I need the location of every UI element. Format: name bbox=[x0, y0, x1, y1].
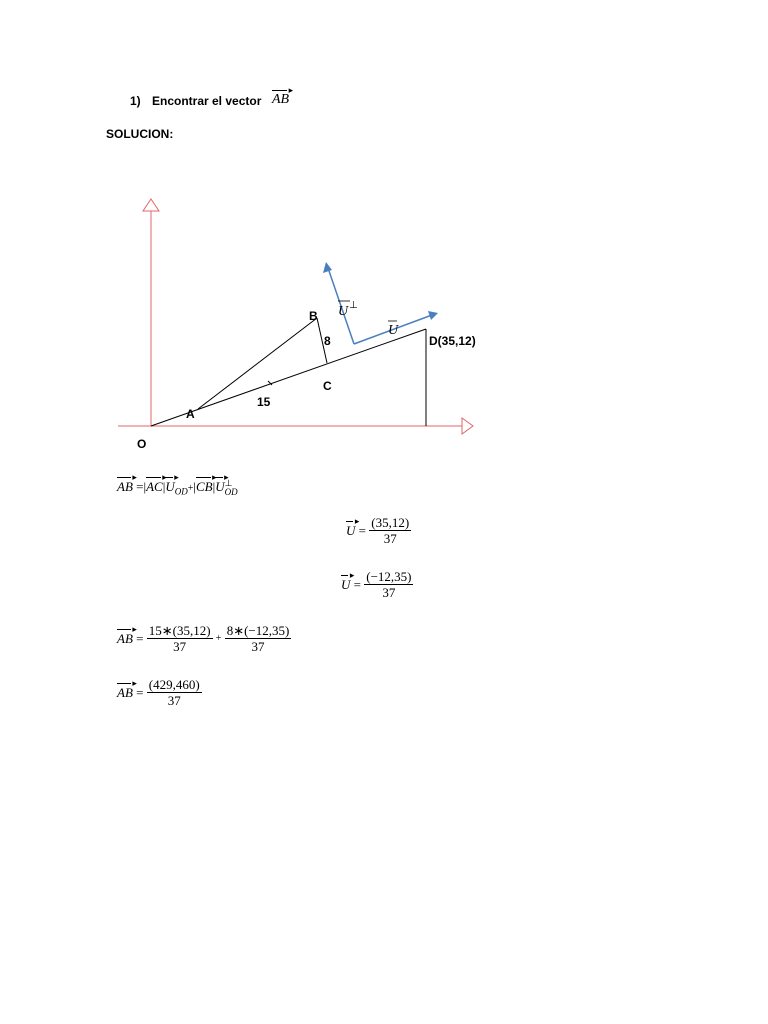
eq5-numerator: (429,460) bbox=[148, 677, 200, 692]
label-point-d: D(35,12) bbox=[429, 334, 476, 348]
unit-vector-head-icon bbox=[428, 311, 438, 320]
label-perp-symbol: ⊥ bbox=[349, 300, 358, 311]
equation-substitution: ▸ AB = $\frac{15∗(35,12)}{37}$ + $\frac{8∗(-12,35)}{37}$ bbox=[117, 623, 290, 654]
problem-vector-name: AB bbox=[272, 92, 290, 107]
perp-vector-head-icon bbox=[323, 262, 332, 273]
equation-unit-vector: ▸ U = $\frac{(35,12)}{37}$ bbox=[346, 515, 410, 546]
label-point-c: C bbox=[323, 379, 332, 393]
eq1-plus: + bbox=[187, 483, 194, 494]
equation-perp-vector: ▸ U = $\frac{(-12,35)}{37}$ bbox=[341, 569, 412, 600]
eq1-ac: AC bbox=[146, 479, 163, 494]
label-unit-vector: U bbox=[388, 323, 399, 338]
equation-decomposition: ▸ AB =| ▸ AC| ▸ $U_{OD}+|$ ▸ CB| ▸ U ⊥ OD bbox=[117, 472, 238, 498]
label-length-cb: 8 bbox=[324, 334, 331, 348]
eq2-denominator: 37 bbox=[383, 531, 397, 546]
eq1-sub2: OD bbox=[224, 487, 238, 498]
equation-result: ▸ AB = $\frac{(429,460)}{37}$ bbox=[117, 677, 200, 708]
label-point-a: A bbox=[186, 407, 195, 421]
eq5-equals: = bbox=[136, 684, 144, 700]
eq5-denominator: 37 bbox=[167, 693, 181, 708]
eq4-plus: + bbox=[215, 633, 222, 644]
eq4-denominator2: 37 bbox=[251, 639, 265, 654]
eq1-equals: = bbox=[136, 479, 144, 494]
eq3-lhs: U bbox=[341, 576, 351, 592]
eq1-unit1: U bbox=[165, 479, 175, 494]
label-perp-vector: U bbox=[338, 304, 349, 319]
problem-number: 1) bbox=[130, 94, 141, 108]
eq3-denominator: 37 bbox=[382, 585, 396, 600]
solution-label: SOLUCION: bbox=[106, 127, 174, 141]
eq4-equals: = bbox=[136, 630, 144, 646]
eq4-denominator1: 37 bbox=[173, 639, 187, 654]
eq2-numerator: (35,12) bbox=[371, 515, 410, 530]
eq1-cb: CB bbox=[195, 479, 213, 494]
eq1-unit2: U bbox=[215, 479, 225, 494]
eq4-numerator2: 8∗(−12,35) bbox=[226, 623, 290, 638]
eq5-lhs: AB bbox=[117, 684, 133, 700]
eq1-lhs: AB bbox=[117, 479, 133, 494]
label-origin: O bbox=[137, 437, 147, 451]
problem-vector: ▸ AB bbox=[272, 85, 291, 107]
problem-text: Encontrar el vector bbox=[152, 94, 262, 108]
eq2-equals: = bbox=[358, 522, 366, 538]
eq3-numerator: (−12,35) bbox=[366, 569, 412, 584]
eq1-bar2: | bbox=[162, 479, 166, 494]
eq2-lhs: U bbox=[346, 522, 356, 538]
label-point-b: B bbox=[309, 309, 318, 323]
x-axis-arrow-icon bbox=[462, 418, 473, 434]
geometry-diagram bbox=[0, 0, 768, 470]
eq4-numerator1: 15∗(35,12) bbox=[148, 623, 211, 638]
eq1-perp: ⊥ bbox=[224, 479, 233, 490]
label-length-ac: 15 bbox=[257, 395, 271, 409]
eq1-sub1: OD bbox=[174, 486, 188, 497]
eq1-bar4: | bbox=[212, 479, 216, 494]
eq4-lhs: AB bbox=[117, 630, 133, 646]
y-axis-arrow-icon bbox=[143, 199, 159, 211]
eq1-bar1: | bbox=[143, 479, 147, 494]
eq3-equals: = bbox=[353, 576, 361, 592]
eq1-bar3: | bbox=[193, 479, 196, 494]
